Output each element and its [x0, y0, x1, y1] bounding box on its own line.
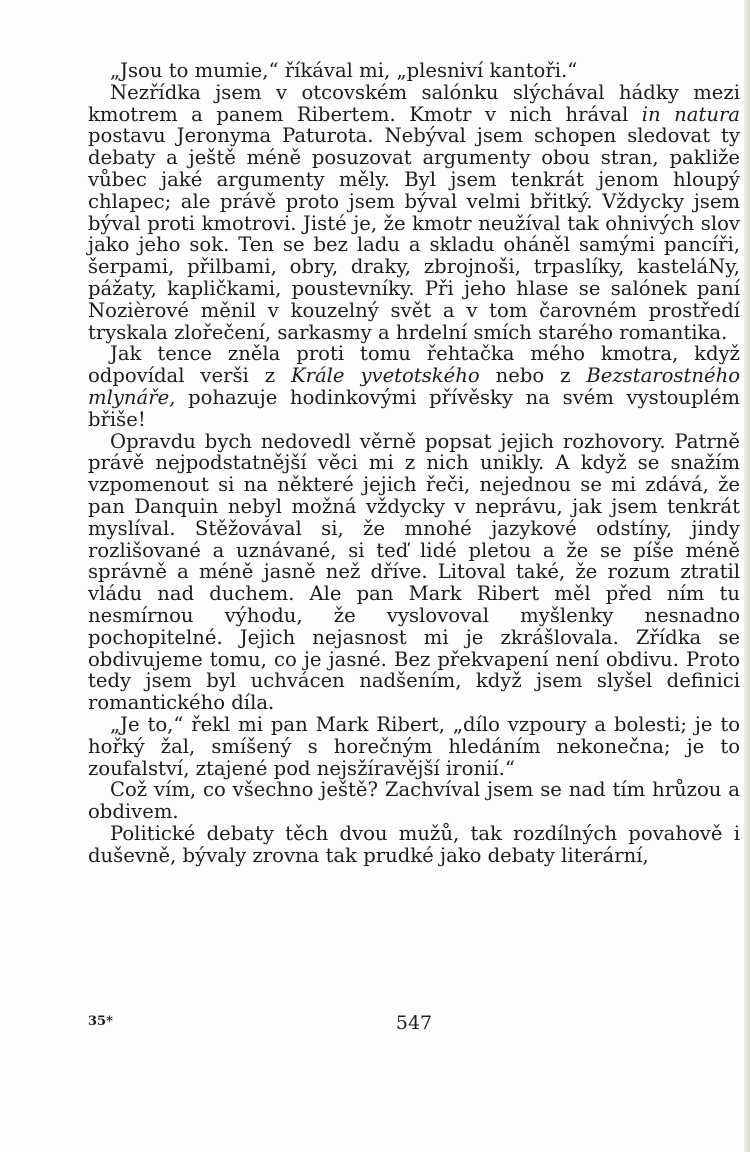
paragraph-6	[88, 779, 740, 823]
paragraph-2-italic-in-natura: in natura	[641, 102, 740, 126]
paragraph-7	[88, 823, 740, 867]
paragraph-7-text: Politické debaty těch dvou mužů, tak rozdílných povahově i duševně, bývaly zrovna tak prudké jako debaty literární,	[88, 821, 740, 867]
paragraph-2-text-b: postavu Jeronyma Paturota. Nebýval jsem schopen sledovat ty debaty a ještě méně posuzovat argumenty obou stran, pakliže vůbec jaké argumenty měly. Byl jsem tenkrát jenom hloupý chlapec; ale právě proto jsem býval velmi břitký. Vždycky jsem býval proti kmotrovi. Jisté je, že kmotr neužíval tak ohnivých slov jako jeho sok. Ten se bez ladu a skladu oháněl samými pancíři, šerpami, přilbami, obry, draky, zbrojnoši, trpaslíky, kasteláNy, pážaty, kapličkami, poustevníky. Při jeho hlase se salónek paní Nozièrové měnil v kouzelný svět a v tom čarovném prostředí tryskala zlořečení, sarkasmy a hrdelní smích starého romantika.	[88, 124, 740, 344]
paragraph-4-text: Opravdu bych nedovedl věrně popsat jejich rozhovory. Patrně právě nejpodstatnější věci mi z nich unikly. A když se snažím vzpomenout si na některé jejich řeči, nejednou se mi zdává, že pan Danquin nebyl možná vždycky v neprávu, jak jsem tenkrát myslíval. Stěžovával si, že mnohé jazykové odstíny, jindy rozlišované a uznávané, si teď lidé pletou a že se píše méně správně a méně jasně než dříve. Litoval také, že rozum ztratil vládu nad duchem. Ale pan Mark Ribert měl před ním tu nesmírnou výhodu, že vyslovoval myšlenky nesnadno pochopitelné. Jejich nejasnost mi je zkrášlovala. Zřídka se obdivujeme tomu, co je jasné. Bez překvapení není obdivu. Proto tedy jsem byl uchvácen nadšením, když jsem slyšel definici romantického díla.	[88, 429, 740, 715]
paragraph-3	[88, 343, 740, 430]
paragraph-2	[88, 82, 740, 344]
paragraph-3-text-b: nebo z	[479, 364, 587, 388]
paragraph-3-italic-title-2: Bezstarostného mlynáře,	[88, 364, 740, 409]
page-edge	[744, 0, 750, 1152]
printer-signature: 35*	[88, 1014, 113, 1029]
paragraph-5-text: „Je to,“ řekl mi pan Mark Ribert, „dílo vzpoury a bolesti; je to hořký žal, smíšený s horečným hledáním nekonečna; je to zoufalství, ztajené pod nejsžíravější ironií.“	[88, 712, 740, 780]
paragraph-1	[88, 60, 740, 82]
paragraph-4	[88, 431, 740, 714]
paragraph-5	[88, 714, 740, 779]
paragraph-2-text-a: Nezřídka jsem v otcovském salónku slýchával hádky mezi kmotrem a panem Ribertem. Kmotr v nich hrával	[88, 80, 740, 126]
paragraph-3-text-a: Jak tence zněla proti tomu řehtačka mého kmotra, když odpovídal verši z	[88, 342, 740, 388]
paragraph-3-text-c: pohazuje hodinkovými přívěsky na svém vystouplém břiše!	[88, 385, 740, 431]
paragraph-3-italic-title-1: Krále yvetotského	[290, 364, 480, 388]
page-footer	[88, 1012, 740, 1038]
paragraph-1-text: „Jsou to mumie,“ říkával mi, „plesniví kantoři.“	[110, 59, 578, 82]
body-text	[88, 60, 740, 866]
page-number: 547	[395, 1012, 433, 1034]
paragraph-6-text: Což vím, co všechno ještě? Zachvíval jsem se nad tím hrůzou a obdivem.	[88, 778, 740, 824]
